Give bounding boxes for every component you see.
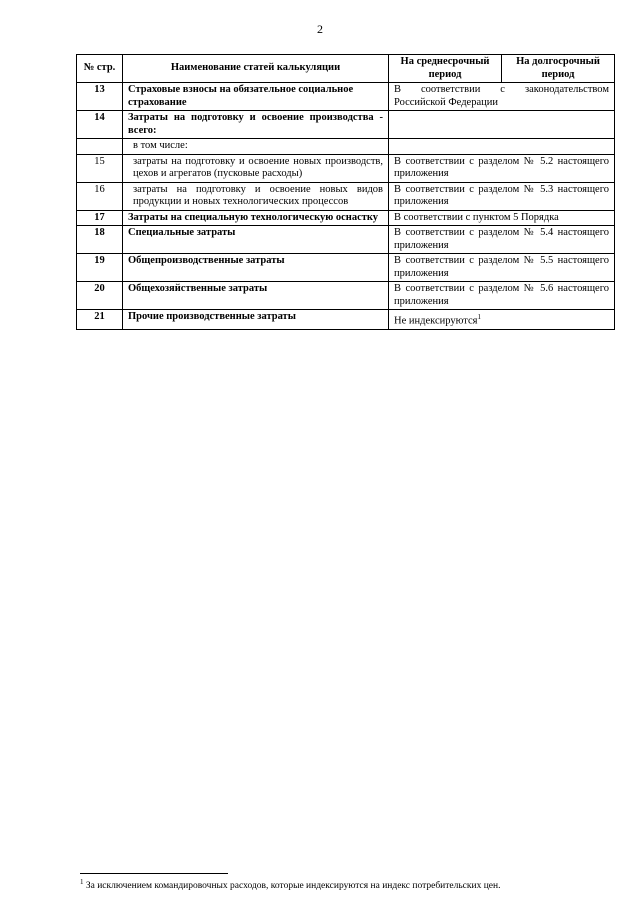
footnote-reference: 1: [477, 313, 482, 321]
table-row: [77, 139, 615, 155]
row-ref-cell: [389, 310, 615, 330]
footnote-separator: [80, 873, 228, 874]
row-ref: [389, 111, 615, 139]
row-name: Страховые взносы на обязательное социальное страхование: [123, 83, 389, 111]
row-ref: В соответствии с разделом № 5.6 настоящего приложения: [389, 282, 615, 310]
footnote-text: За исключением командировочных расходов, которые индексируются на индекс потребительских цен.: [85, 881, 501, 892]
table-row: [77, 210, 615, 226]
row-name: Затраты на подготовку и освоение производства - всего:: [123, 111, 389, 139]
row-num: 14: [77, 111, 123, 139]
header-name: Наименование статей калькуляции: [123, 55, 389, 83]
row-ref: В соответствии с разделом № 5.3 настоящего приложения: [389, 182, 615, 210]
calculation-table: [76, 54, 615, 330]
table-row: [77, 83, 615, 111]
page-number: 2: [317, 22, 323, 36]
table-row: [77, 226, 615, 254]
row-name: Общепроизводственные затраты: [123, 254, 389, 282]
row-name: Специальные затраты: [123, 226, 389, 254]
row-ref: Не индексируются: [394, 315, 478, 327]
header-medium: На среднесрочный период: [389, 55, 502, 83]
row-num: 17: [77, 210, 123, 226]
row-ref: В соответствии с разделом № 5.4 настоящего приложения: [389, 226, 615, 254]
table-row: [77, 154, 615, 182]
table-row: [77, 282, 615, 310]
header-num: № стр.: [77, 55, 123, 83]
row-num: 16: [77, 182, 123, 210]
row-ref: В соответствии с разделом № 5.2 настоящего приложения: [389, 154, 615, 182]
table-row: [77, 254, 615, 282]
footnote-marker: 1: [80, 878, 84, 886]
row-name: Прочие производственные затраты: [123, 310, 389, 330]
row-num: 18: [77, 226, 123, 254]
row-name: затраты на подготовку и освоение новых видов продукции и новых технологических процессов: [123, 182, 389, 210]
header-long: На долгосрочный период: [502, 55, 615, 83]
row-num: 21: [77, 310, 123, 330]
row-name: в том числе:: [123, 139, 389, 155]
row-ref: В соответствии с разделом № 5.5 настоящего приложения: [389, 254, 615, 282]
row-num: 19: [77, 254, 123, 282]
table-header-row: [77, 55, 615, 83]
row-num: 13: [77, 83, 123, 111]
table-row: [77, 111, 615, 139]
row-ref: [389, 139, 615, 155]
row-ref: В соответствии с пунктом 5 Порядка: [389, 210, 615, 226]
row-num: 15: [77, 154, 123, 182]
row-num: [77, 139, 123, 155]
footnote: [80, 878, 580, 891]
row-name: Затраты на специальную технологическую оснастку: [123, 210, 389, 226]
table-row: [77, 182, 615, 210]
row-name: затраты на подготовку и освоение новых производств, цехов и агрегатов (пусковые расходы): [123, 154, 389, 182]
table-row: [77, 310, 615, 330]
row-ref: В соответствии с законодательством Российской Федерации: [389, 83, 615, 111]
row-num: 20: [77, 282, 123, 310]
row-name: Общехозяйственные затраты: [123, 282, 389, 310]
